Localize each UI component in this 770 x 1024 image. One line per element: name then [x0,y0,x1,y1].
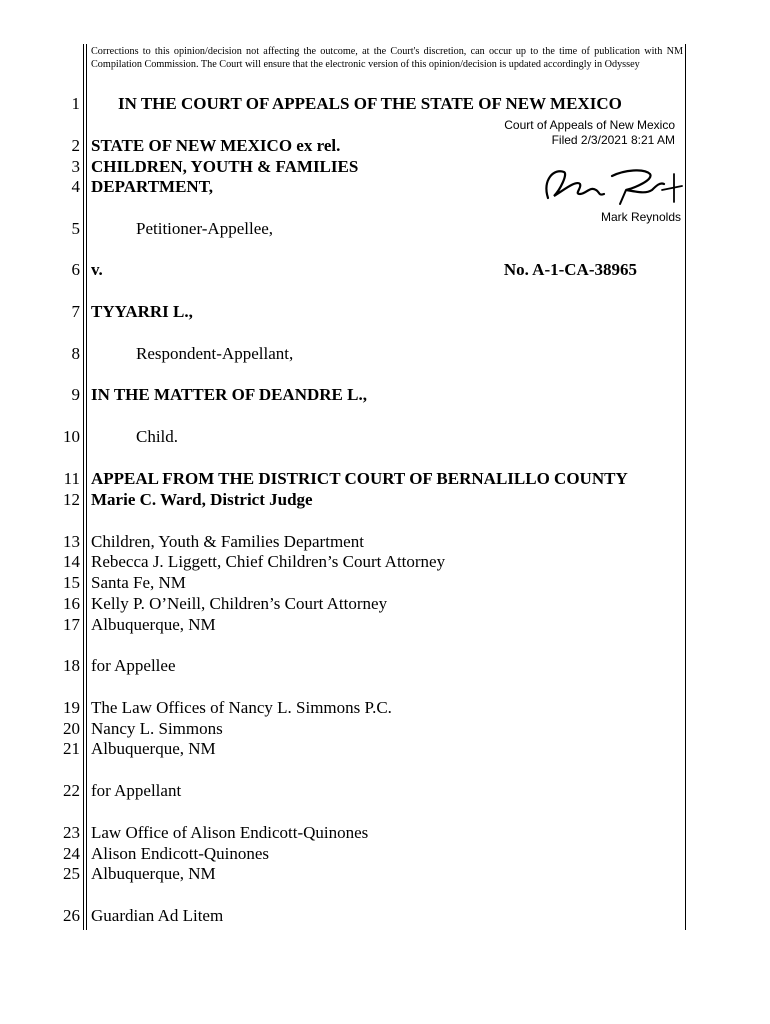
district-judge: Marie C. Ward, District Judge [91,490,313,509]
party-role: Child. [136,427,179,446]
counsel-line: Law Office of Alison Endicott-Quinones [91,823,369,842]
line-number: 17 [63,615,80,634]
line-15 [0,572,770,594]
party-name: TYYARRI L., [91,302,193,321]
line-10 [0,426,770,448]
line-number: 19 [63,698,80,717]
counsel-line: Albuquerque, NM [91,615,216,634]
line-number: 23 [63,823,80,842]
line-number: 5 [71,219,80,238]
filing-date: Filed 2/3/2021 8:21 AM [551,133,675,147]
line-number: 25 [63,864,80,883]
line-7 [0,301,770,323]
counsel-line: Alison Endicott-Quinones [91,844,270,863]
line-1 [0,93,770,115]
counsel-for: for Appellant [91,781,182,800]
line-22 [0,780,770,802]
appeal-source: APPEAL FROM THE DISTRICT COURT OF BERNALILLO COUNTY [91,469,628,488]
counsel-line: Kelly P. O’Neill, Children’s Court Attorney [91,594,388,613]
line-number: 10 [63,427,80,446]
line-12 [0,489,770,511]
line-5 [0,218,770,240]
counsel-line: Santa Fe, NM [91,573,186,592]
line-number: 8 [71,344,80,363]
corrections-notice: Corrections to this opinion/decision not affecting the outcome, at the Court's discretion, can occur up to the time of publication with NM Compilation Commission. The Court will ensure that the electronic version of this opinion/decision is updated accordingly in Odyssey [91,46,683,70]
line-25 [0,863,770,885]
line-21 [0,738,770,760]
line-2 [0,135,770,157]
line-number: 6 [71,260,80,279]
matter-name: IN THE MATTER OF DEANDRE L., [91,385,367,404]
line-number: 3 [71,157,80,176]
counsel-for: Guardian Ad Litem [91,906,224,925]
line-number: 24 [63,844,80,863]
line-number: 20 [63,719,80,738]
line-number: 26 [63,906,80,925]
line-16 [0,593,770,615]
line-24 [0,843,770,865]
versus: v. [91,260,103,279]
line-number: 11 [63,469,80,488]
line-number: 7 [71,302,80,321]
line-number: 14 [63,552,80,571]
line-26 [0,905,770,927]
party-role: Respondent-Appellant, [136,344,294,363]
line-18 [0,655,770,677]
filing-court: Court of Appeals of New Mexico [504,118,675,132]
line-number: 21 [63,739,80,758]
case-number: No. A-1-CA-38965 [503,260,637,279]
court-caption: IN THE COURT OF APPEALS OF THE STATE OF NEW MEXICO [118,94,622,113]
line-number: 22 [63,781,80,800]
line-number: 13 [63,532,80,551]
line-3 [0,156,770,178]
line-number: 12 [63,490,80,509]
line-23 [0,822,770,844]
line-6 [0,259,770,281]
line-20 [0,718,770,740]
line-number: 16 [63,594,80,613]
counsel-line: Rebecca J. Liggett, Chief Children’s Court Attorney [91,552,446,571]
line-number: 2 [71,136,80,155]
counsel-line: Nancy L. Simmons [91,719,223,738]
line-11 [0,468,770,490]
counsel-line: Albuquerque, NM [91,739,216,758]
party-name: DEPARTMENT, [91,177,214,196]
line-number: 1 [71,94,80,113]
line-17 [0,614,770,636]
line-number: 9 [71,385,80,404]
line-9 [0,384,770,406]
counsel-line: Albuquerque, NM [91,864,216,883]
line-4 [0,176,770,198]
signer-name: Mark Reynolds [600,210,681,224]
line-13 [0,531,770,553]
line-number: 18 [63,656,80,675]
party-name: STATE OF NEW MEXICO ex rel. [91,136,341,155]
line-19 [0,697,770,719]
line-14 [0,551,770,573]
party-name: CHILDREN, YOUTH & FAMILIES [91,157,359,176]
line-8 [0,343,770,365]
line-number: 4 [71,177,80,196]
counsel-for: for Appellee [91,656,176,675]
line-number: 15 [63,573,80,592]
counsel-line: Children, Youth & Families Department [91,532,364,551]
party-role: Petitioner-Appellee, [136,219,274,238]
counsel-line: The Law Offices of Nancy L. Simmons P.C. [91,698,392,717]
